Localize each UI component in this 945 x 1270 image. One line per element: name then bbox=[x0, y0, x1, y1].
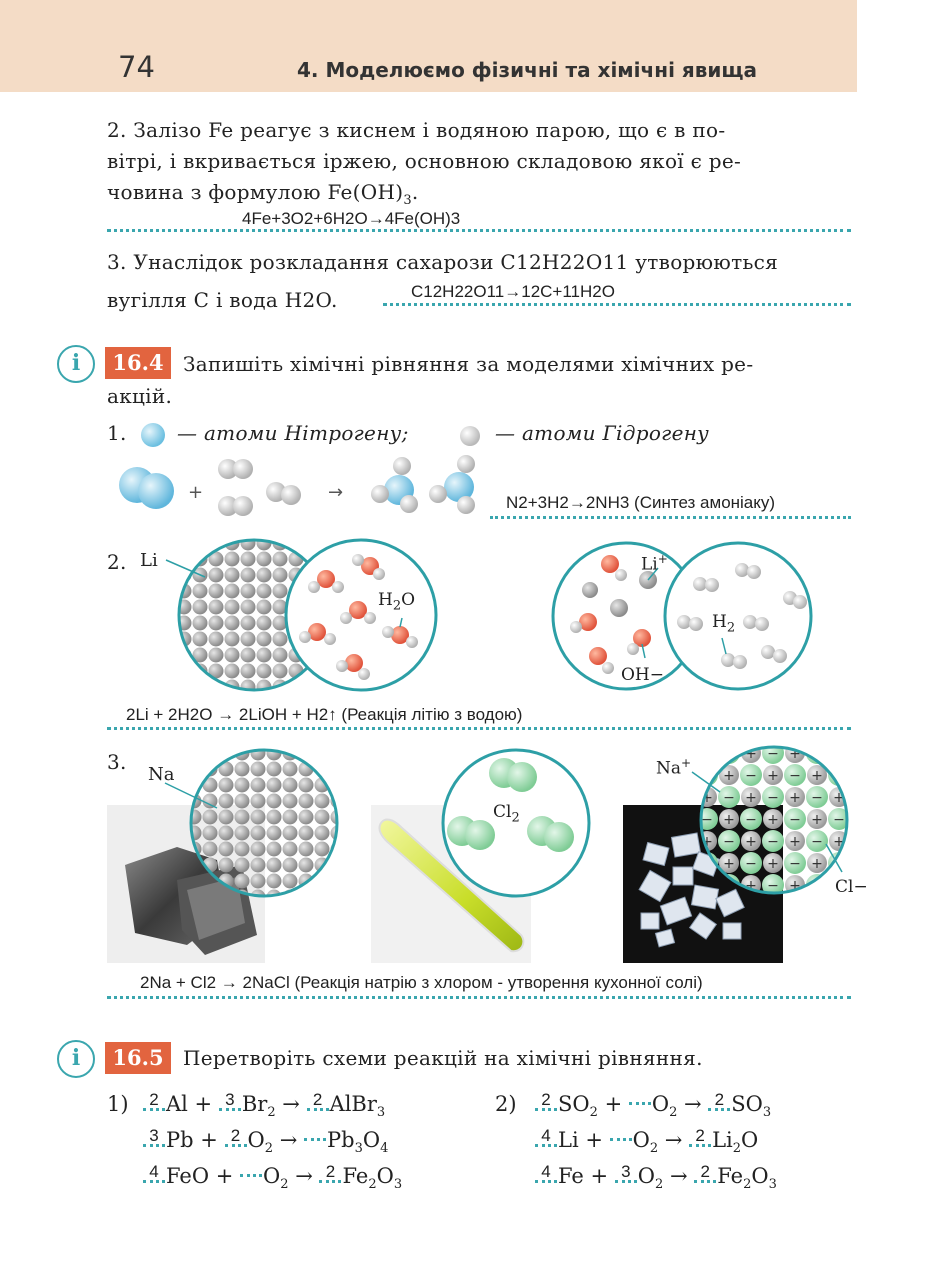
coefficient-blank[interactable]: 3 bbox=[143, 1128, 165, 1147]
label-na: Na bbox=[148, 764, 175, 785]
label-oh: OH− bbox=[621, 665, 665, 685]
coefficient-blank[interactable]: 4 bbox=[535, 1164, 557, 1183]
chapter-title: 4. Моделюємо фізичні та хімічні явища bbox=[296, 58, 757, 82]
coefficient-blank[interactable]: 2 bbox=[319, 1164, 341, 1183]
part3-answer[interactable]: 2Na + Cl2 → 2NaCl (Реакція натрію з хлором - утворення кухонної солі) bbox=[140, 973, 703, 992]
cl-minus-pointer bbox=[820, 840, 850, 880]
equation-row: 2 Al + 3 $Br_2 \to 2$ AlBr$_3$ bbox=[143, 1092, 385, 1120]
hydrogen-atom-icon bbox=[458, 424, 484, 450]
label-na-plus: Na+ bbox=[656, 756, 692, 779]
exercise-number-badge: 16.5 bbox=[105, 1042, 171, 1074]
task2-line3: човина з формулою $Fe(OH)_3$. bbox=[107, 180, 419, 208]
info-icon: i bbox=[57, 345, 95, 383]
equation-row: 2 $SO_2 + O_2 \to 2$ $SO_3$ bbox=[535, 1092, 771, 1120]
ex164-line2: акцій. bbox=[107, 384, 173, 408]
svg-text:→: → bbox=[328, 482, 344, 503]
na-plus-pointer bbox=[690, 768, 730, 798]
coefficient-blank[interactable]: 2 bbox=[225, 1128, 247, 1147]
coefficient-blank[interactable] bbox=[240, 1174, 262, 1177]
part3-answer-line bbox=[107, 996, 851, 999]
exercise-number-badge: 16.4 bbox=[105, 347, 171, 379]
part2-number: 2. bbox=[107, 550, 127, 574]
ex164-line1: Запишіть хімічні рівняння за моделями хімічних ре- bbox=[183, 352, 754, 376]
coefficient-blank[interactable] bbox=[610, 1138, 632, 1141]
task2-line2: вітрі, і вкривається іржею, основною складовою якої є ре- bbox=[107, 149, 742, 173]
lithium-water-before-model bbox=[160, 535, 450, 695]
equation-row: 4 FeO + $O_2 \to 2$ $Fe_2O_3$ bbox=[143, 1164, 402, 1192]
svg-text:+: + bbox=[188, 482, 204, 503]
na-pointer bbox=[145, 780, 225, 820]
ammonia-reaction-model bbox=[110, 452, 510, 522]
sodium-lattice-model bbox=[186, 745, 342, 901]
info-icon: i bbox=[57, 1040, 95, 1078]
equation-row: 4 Fe + 3 $O_2 \to 2$ $Fe_2O_3$ bbox=[535, 1164, 777, 1192]
task3-answer-line bbox=[383, 303, 851, 306]
col2-label: 2) bbox=[495, 1092, 517, 1116]
part1-answer-line bbox=[490, 516, 851, 519]
label-li-plus: Li+ bbox=[641, 552, 668, 575]
equation-row: 3 Pb + 2 $O_2 \to Pb_3O_4$ bbox=[143, 1128, 388, 1156]
label-cl2: $Cl_2$ bbox=[493, 802, 520, 826]
lithium-water-after-model bbox=[550, 540, 820, 695]
page-number: 74 bbox=[118, 50, 155, 84]
coefficient-blank[interactable]: 3 bbox=[615, 1164, 637, 1183]
part2-answer[interactable]: 2Li + 2H2O → 2LiOH + H2↑ (Реакція літію з водою) bbox=[126, 705, 523, 724]
part3-number: 3. bbox=[107, 750, 127, 774]
coefficient-blank[interactable]: 3 bbox=[219, 1092, 241, 1111]
label-h2o: $H_2O$ bbox=[378, 590, 416, 614]
task2-answer-line bbox=[107, 229, 851, 232]
task3-answer[interactable]: C12H22O11→12C+11H2O bbox=[411, 282, 615, 301]
coefficient-blank[interactable]: 2 bbox=[708, 1092, 730, 1111]
label-li: Li bbox=[140, 550, 158, 571]
label-cl-minus: Cl− bbox=[835, 877, 868, 897]
part1-number: 1. bbox=[107, 421, 127, 445]
coefficient-blank[interactable]: 4 bbox=[535, 1128, 557, 1147]
legend-hydrogen: — атоми Гідрогену bbox=[495, 421, 710, 445]
coefficient-blank[interactable] bbox=[629, 1102, 651, 1105]
task2-answer[interactable]: 4Fe+3O2+6H2O→4Fe(OH)3 bbox=[242, 209, 461, 228]
task3-line1: 3. Унаслідок розкладання сахарози C12H22O11 утворюються bbox=[107, 250, 779, 274]
coefficient-blank[interactable]: 2 bbox=[143, 1092, 165, 1111]
page-header bbox=[0, 0, 857, 92]
coefficient-blank[interactable] bbox=[304, 1138, 326, 1141]
label-h2: $H_2$ bbox=[712, 612, 736, 636]
coefficient-blank[interactable]: 4 bbox=[143, 1164, 165, 1183]
equation-row: 4 $Li + O_2 \to 2$ $Li_2O$ bbox=[535, 1128, 758, 1156]
part1-answer[interactable]: N2+3H2→2NH3 (Синтез амоніаку) bbox=[506, 493, 776, 512]
task2-line1: 2. Залізо Fe реагує з киснем і водяною парою, що є в по- bbox=[107, 118, 726, 142]
part2-answer-line bbox=[107, 727, 851, 730]
legend-nitrogen: — атоми Нітрогену; bbox=[177, 421, 409, 445]
ex165-text: Перетворіть схеми реакцій на хімічні рівняння. bbox=[183, 1046, 703, 1070]
coefficient-blank[interactable]: 2 bbox=[689, 1128, 711, 1147]
col1-label: 1) bbox=[107, 1092, 129, 1116]
task3-line2: вугілля C і вода H2O. bbox=[107, 288, 338, 312]
coefficient-blank[interactable]: 2 bbox=[307, 1092, 329, 1111]
coefficient-blank[interactable]: 2 bbox=[535, 1092, 557, 1111]
coefficient-blank[interactable]: 2 bbox=[694, 1164, 716, 1183]
nitrogen-atom-icon bbox=[140, 422, 168, 450]
